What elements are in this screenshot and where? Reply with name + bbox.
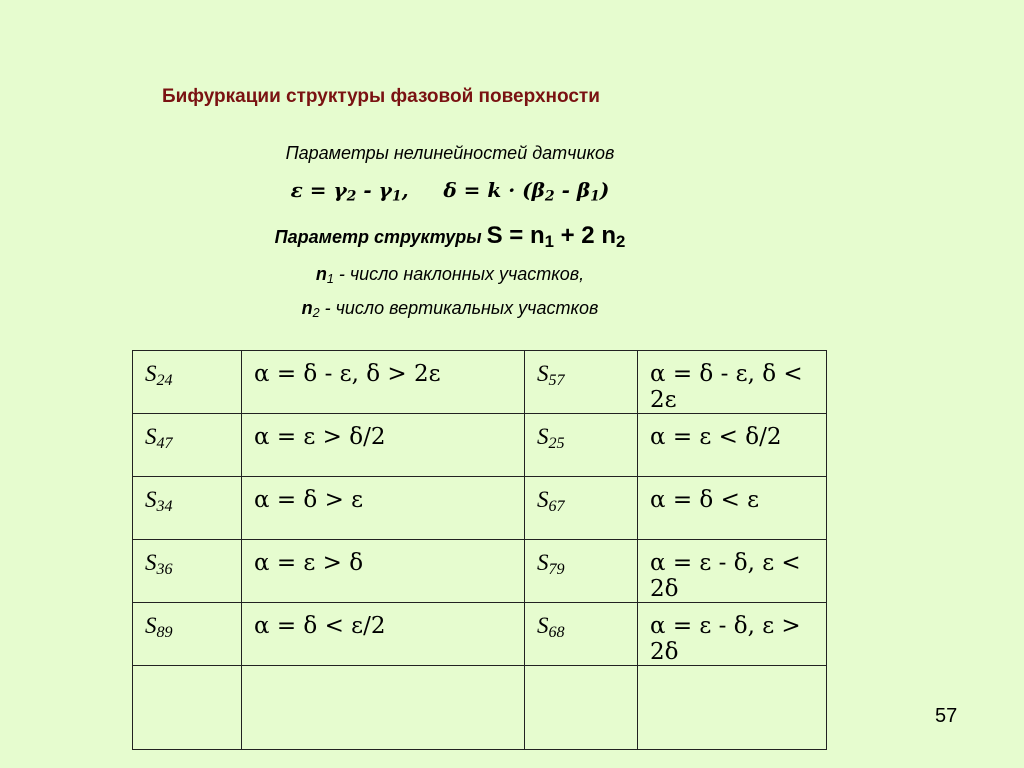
condition-left: α = δ > ε xyxy=(242,477,525,540)
table-row xyxy=(133,540,827,603)
structure-label: Параметр структуры xyxy=(274,227,487,247)
structure-code-left: $S_{24}$ xyxy=(133,351,242,414)
condition-left: α = δ - ε, δ > 2ε xyxy=(242,351,525,414)
structure-code-right xyxy=(525,666,638,750)
n1-definition: $n_1$ - число наклонных участков, xyxy=(315,264,585,287)
nonlinearity-formulas: $\varepsilon = \gamma_2 - \gamma_1$, $\delta = k \cdot (\beta_2 - \beta_1)$ xyxy=(290,178,610,205)
condition-right: α = δ - ε, δ < 2ε xyxy=(638,351,827,414)
table-row xyxy=(133,351,827,414)
slide-title: Бифуркации структуры фазовой поверхности xyxy=(162,86,600,107)
structure-parameter xyxy=(0,222,900,252)
condition-left xyxy=(242,666,525,750)
condition-right: α = ε < δ/2 xyxy=(638,414,827,477)
table-row xyxy=(133,477,827,540)
condition-left: α = ε > δ/2 xyxy=(242,414,525,477)
structure-code-right: $S_{79}$ xyxy=(525,540,638,603)
structure-code-left xyxy=(133,666,242,750)
bifurcation-table xyxy=(132,350,827,750)
condition-left: α = δ < ε/2 xyxy=(242,603,525,666)
condition-right: α = δ < ε xyxy=(638,477,827,540)
epsilon-formula: $\varepsilon = \gamma_2 - \gamma_1$ xyxy=(290,178,402,205)
delta-formula: $\delta = k \cdot (\beta_2 - \beta_1)$ xyxy=(443,178,610,205)
structure-code-right: $S_{67}$ xyxy=(525,477,638,540)
structure-code-left: $S_{47}$ xyxy=(133,414,242,477)
page-number: 57 xyxy=(935,705,958,727)
table-row xyxy=(133,414,827,477)
n2-definition: $n_2$ - число вертикальных участков xyxy=(301,298,599,321)
structure-code-left: $S_{34}$ xyxy=(133,477,242,540)
structure-code-right: $S_{57}$ xyxy=(525,351,638,414)
params-header: Параметры нелинейностей датчиков xyxy=(285,143,615,163)
condition-left: α = ε > δ xyxy=(242,540,525,603)
structure-code-left: $S_{36}$ xyxy=(133,540,242,603)
condition-right xyxy=(638,666,827,750)
table-row xyxy=(133,666,827,750)
condition-right: α = ε - δ, ε < 2δ xyxy=(638,540,827,603)
structure-formula: $S = n_1 + 2$ $n_2$ xyxy=(486,222,626,252)
condition-right: α = ε - δ, ε > 2δ xyxy=(638,603,827,666)
structure-code-left: $S_{89}$ xyxy=(133,603,242,666)
structure-code-right: $S_{68}$ xyxy=(525,603,638,666)
table-row xyxy=(133,603,827,666)
structure-code-right: $S_{25}$ xyxy=(525,414,638,477)
